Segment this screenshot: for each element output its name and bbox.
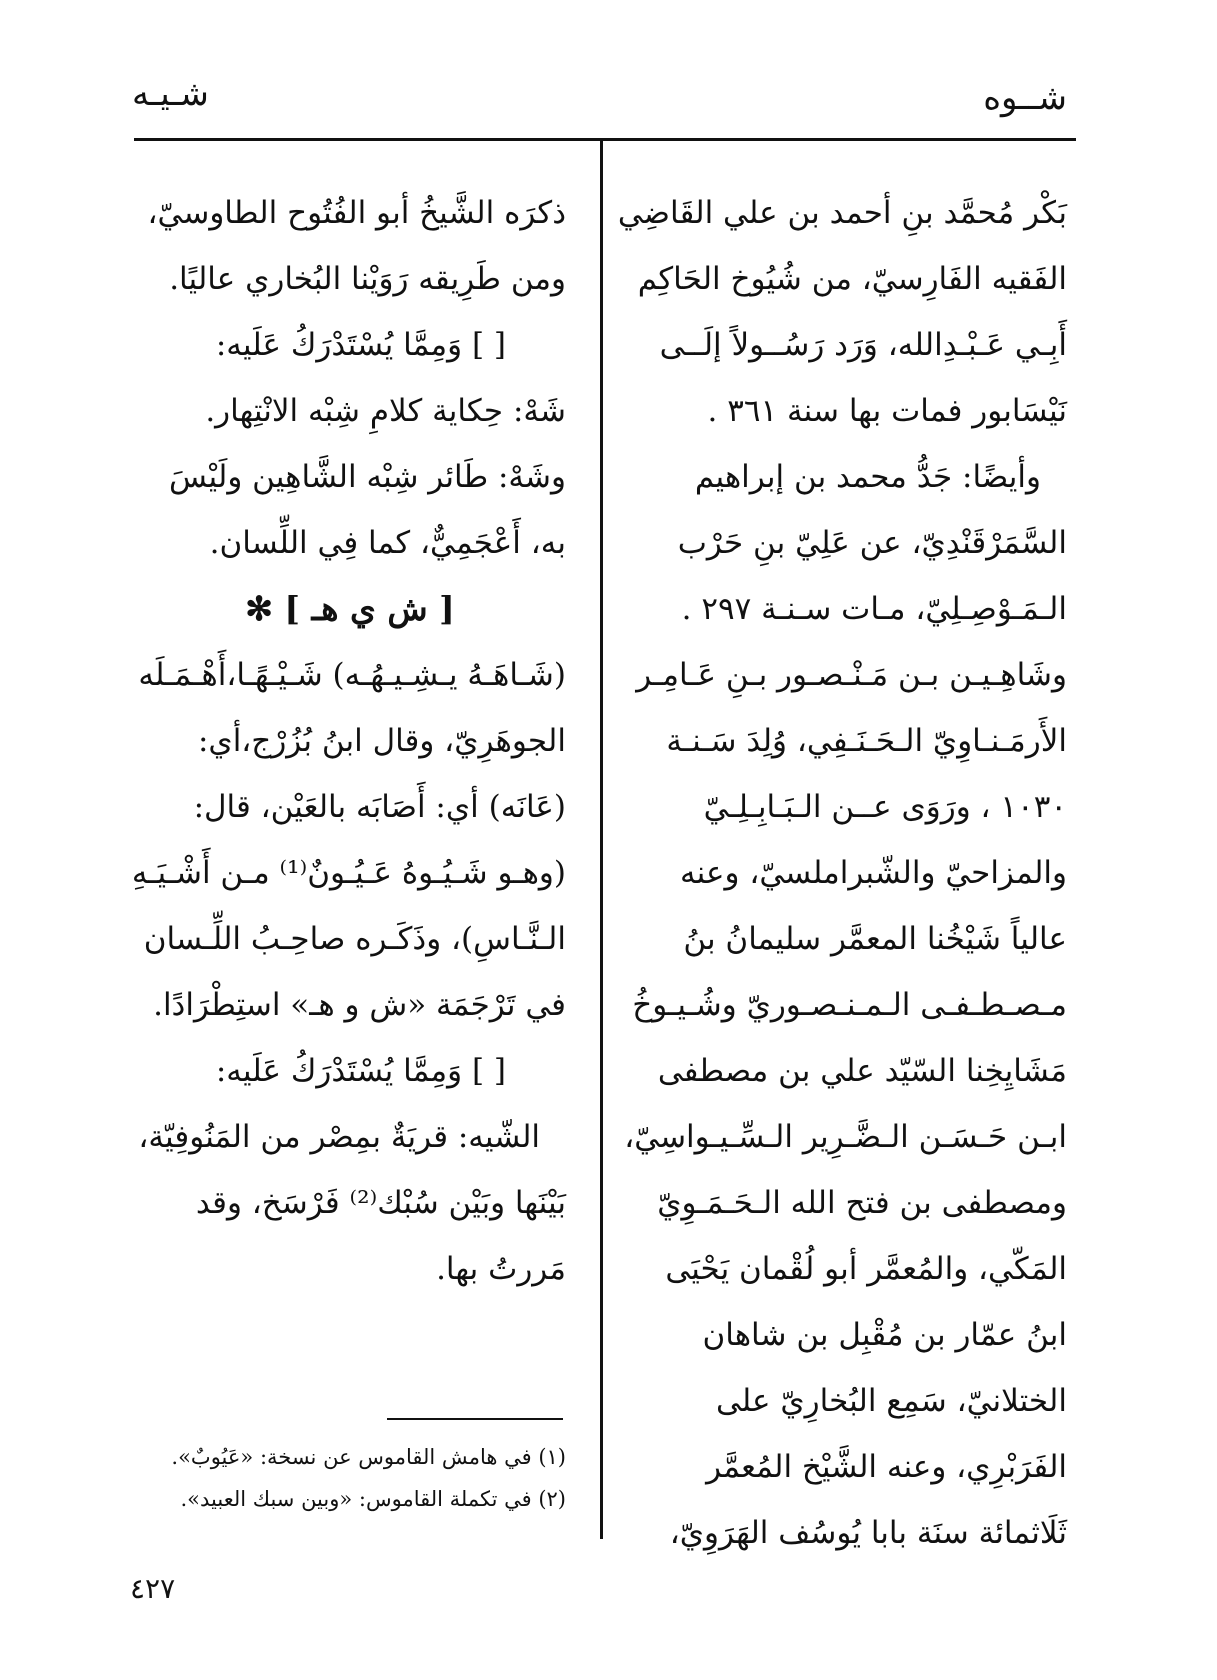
text-line: (شَـاهَـهُ يـشِـيـهُـه) شَـيْـهًـا،أَهْـمَـلَه — [138, 657, 566, 693]
text-line: (وهـو شَـيُـوهُ عَـيُـونٌ⁽¹⁾ مـن أَشْـيَـهِ — [131, 855, 566, 891]
text-line: الـمَـوْصِـلِيّ، مـات سـنـة ٢٩٧ . — [681, 591, 1067, 627]
header-rule — [134, 138, 1076, 141]
text-line: الأَرمَـنـاوِيّ الـحَـنَـفِي، وُلِدَ سَـنـة — [666, 723, 1067, 759]
text-line: السَّمَرْقَنْدِيّ، عن عَلِيّ بنِ حَرْب — [677, 525, 1067, 561]
text-line: عالياً شَيْخُنا المعمَّر سليمانُ بنُ — [683, 921, 1067, 957]
text-line: ذكرَه الشَّيخُ أبو الفُتُوح الطاوسيّ، — [147, 195, 566, 231]
page-number: ٤٢٧ — [130, 1572, 176, 1605]
text-line: وأيضًا: جَدُّ محمد بن إبراهيم — [694, 459, 1041, 495]
text-line: المَكّي، والمُعمَّر أبو لُقْمان يَحْيَى — [665, 1251, 1067, 1287]
text-line: ومصطفى بن فتح الله الـحَـمَـوِيّ — [657, 1185, 1067, 1221]
header-left-word: شـيـه — [132, 74, 209, 114]
text-line: مَشَايِخِنا السّيّد علي بن مصطفى — [657, 1053, 1067, 1089]
text-line: بَيْنَها وبَيْن سُبْك⁽²⁾ فَرْسَخ، وقد — [195, 1185, 566, 1221]
text-line: به، أَعْجَمِيٌّ، كما فِي اللِّسان. — [209, 525, 566, 561]
footnotes — [134, 1436, 566, 1520]
text-line: وشَاهِـيـن بـن مَـنْـصـور بـنِ عَـامِـر — [636, 657, 1067, 693]
mustadrak-heading: [ ] وَمِمَّا يُسْتَدْرَكُ عَلَيه: — [215, 327, 506, 363]
text-line: نَيْسَابور فمات بها سنة ٣٦١ . — [707, 393, 1067, 429]
text-line: الفَقيه الفَارِسيّ، من شُيُوخ الحَاكِم — [637, 261, 1067, 297]
mustadrak-heading: [ ] وَمِمَّا يُسْتَدْرَكُ عَلَيه: — [215, 1053, 506, 1089]
right-column — [617, 180, 1067, 1566]
text-line: ١٠٣٠ ، ورَوَى عــن الـبَـابِـلِـيّ — [703, 789, 1067, 825]
header-right-word: شــوه — [983, 78, 1067, 118]
text-line: في تَرْجَمَة «ش و هـ» استِطْرَادًا. — [153, 987, 566, 1023]
text-line: الختلانيّ، سَمِع البُخارِيّ على — [715, 1383, 1067, 1419]
footnote-rule — [387, 1418, 563, 1420]
text-line: الـنَّـاسِ)، وذَكَـره صاحِـبُ اللِّـسان — [143, 921, 566, 957]
footnote: (١) في هامش القاموس عن نسخة: «عَيُوبٌ». — [171, 1445, 566, 1469]
text-line: (عَانَه) أي: أَصَابَه بالعَيْن، قال: — [193, 789, 566, 825]
text-line: ابنُ عمّار بن مُقْبِل بن شاهان — [702, 1317, 1067, 1353]
footnote: (٢) في تكملة القاموس: «وبين سبك العبيد». — [180, 1487, 566, 1511]
text-line: بَكْر مُحمَّد بنِ أحمد بن علي القَاضِي — [617, 195, 1067, 231]
text-line: ابـن حَـسَـن الـضَّـرِير الـسِّـيـواسِيّ، — [624, 1119, 1067, 1155]
column-divider — [600, 141, 603, 1539]
text-line: ومن طَرِيقه رَوَيْنا البُخاري عاليًا. — [169, 261, 566, 297]
text-line: شَهْ: حِكاية كلامِ شِبْه الانْتِهار. — [205, 393, 566, 429]
text-line: ثَلَاثمائة سنَة بابا يُوسُف الهَرَوِيّ، — [669, 1515, 1067, 1551]
text-line: والمزاحيّ والشّبراملسيّ، وعنه — [680, 855, 1067, 891]
entry-heading: [ ش ي هـ ] ✻ — [245, 589, 455, 628]
left-column — [131, 180, 566, 1302]
text-line: الفَرَبْرِي، وعنه الشَّيْخ المُعمَّر — [706, 1449, 1067, 1485]
text-line: الجوهَرِيّ، وقال ابنُ بُزُرْج،أي: — [197, 723, 566, 759]
text-line: أَبِـي عَـبْـدِالله، وَرَد رَسُــولاً إلَــى — [659, 327, 1067, 363]
text-line: مـصـطـفـى الـمـنـصـوريّ وشُـيـوخُ — [632, 987, 1067, 1023]
text-line: وشَهْ: طَائر شِبْه الشَّاهِين ولَيْسَ — [169, 459, 566, 495]
text-line: الشّيه: قريَةٌ بمِصْر من المَنُوفِيّة، — [138, 1119, 540, 1155]
text-line: مَررتُ بها. — [436, 1251, 566, 1287]
